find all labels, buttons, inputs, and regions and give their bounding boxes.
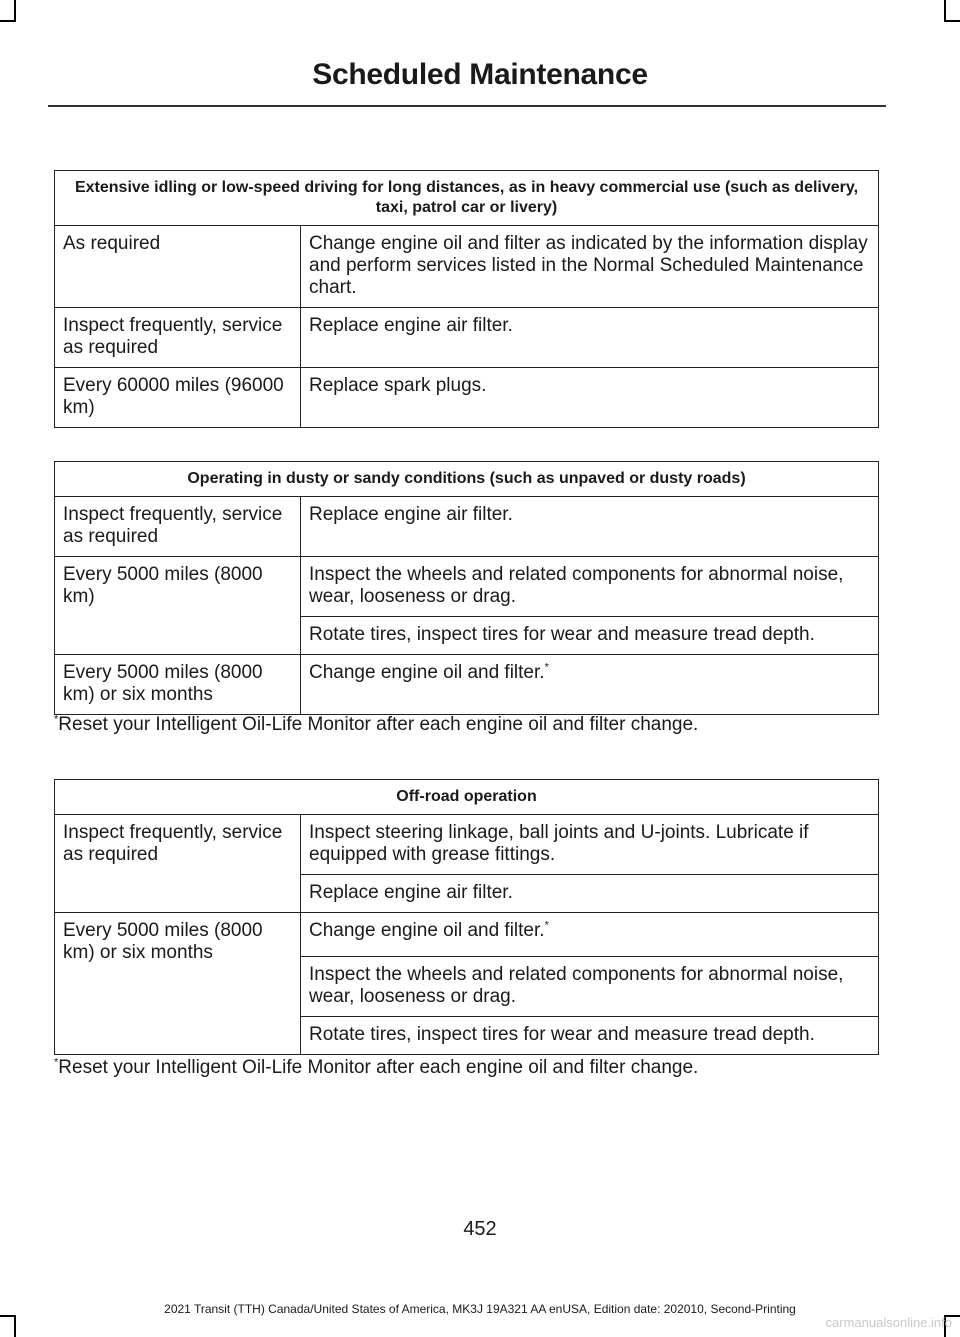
table-row [55,368,879,428]
table-row [55,497,879,557]
title-divider [48,105,886,107]
task-cell: Inspect the wheels and related components for abnormal noise, wear, looseness or drag. [301,957,879,1017]
table-row [55,308,879,368]
table-header-row [55,462,879,497]
task-cell: Replace spark plugs. [301,368,879,428]
crop-mark [14,1317,16,1337]
task-text: Change engine oil and filter. [309,920,545,941]
page-title: Scheduled Maintenance [312,58,648,91]
task-cell: Replace engine air filter. [301,497,879,557]
task-cell: Replace engine air filter. [301,308,879,368]
task-cell: Rotate tires, inspect tires for wear and measure tread depth. [301,1017,879,1055]
crop-mark [944,0,946,20]
crop-mark [0,20,16,22]
interval-cell: Inspect frequently, service as required [55,815,301,913]
task-cell [301,913,879,957]
edition-line: 2021 Transit (TTH) Canada/United States of America, MK3J 19A321 AA enUSA, Edition date: 202010, Second-Printing [164,1302,796,1316]
task-cell: Change engine oil and filter as indicated by the information display and perform services listed in the Normal Scheduled Maintenance chart. [301,226,879,308]
interval-cell: Every 5000 miles (8000 km) [55,557,301,655]
table-row [55,557,879,617]
maintenance-table-off-road [54,779,879,1055]
footnote-text: Reset your Intelligent Oil-Life Monitor after each engine oil and filter change. [58,714,699,735]
task-cell: Replace engine air filter. [301,875,879,913]
table-row [55,913,879,957]
footnote-marker: * [544,661,549,674]
footnote-text: Reset your Intelligent Oil-Life Monitor after each engine oil and filter change. [58,1057,699,1078]
crop-mark [14,0,16,20]
watermark-text: carmanualsonline.info [825,1315,952,1330]
footnote [54,714,894,736]
table-row [55,655,879,715]
task-cell: Inspect steering linkage, ball joints and U-joints. Lubricate if equipped with grease fittings. [301,815,879,875]
task-cell: Inspect the wheels and related components for abnormal noise, wear, looseness or drag. [301,557,879,617]
table-row [55,226,879,308]
table-header-row [55,780,879,815]
interval-cell: Inspect frequently, service as required [55,308,301,368]
footnote-marker: * [544,919,549,932]
table-heading: Off-road operation [55,780,879,815]
table-row [55,815,879,875]
interval-cell: Every 5000 miles (8000 km) or six months [55,655,301,715]
interval-cell: Inspect frequently, service as required [55,497,301,557]
interval-cell: Every 5000 miles (8000 km) or six months [55,913,301,1055]
maintenance-table-dusty-conditions [54,461,879,715]
table-heading: Operating in dusty or sandy conditions (such as unpaved or dusty roads) [55,462,879,497]
table-header-row [55,171,879,226]
task-cell [301,655,879,715]
table-heading: Extensive idling or low-speed driving for long distances, as in heavy commercial use (such as delivery, taxi, patrol car or livery) [55,171,879,226]
interval-cell: As required [55,226,301,308]
crop-mark [944,20,960,22]
maintenance-table-heavy-commercial [54,170,879,428]
task-cell: Rotate tires, inspect tires for wear and measure tread depth. [301,617,879,655]
footnote-marker: * [54,1056,59,1069]
footnote [54,1057,894,1079]
interval-cell: Every 60000 miles (96000 km) [55,368,301,428]
task-text: Change engine oil and filter. [309,662,545,683]
footnote-marker: * [54,713,59,726]
page-number: 452 [463,1218,497,1240]
